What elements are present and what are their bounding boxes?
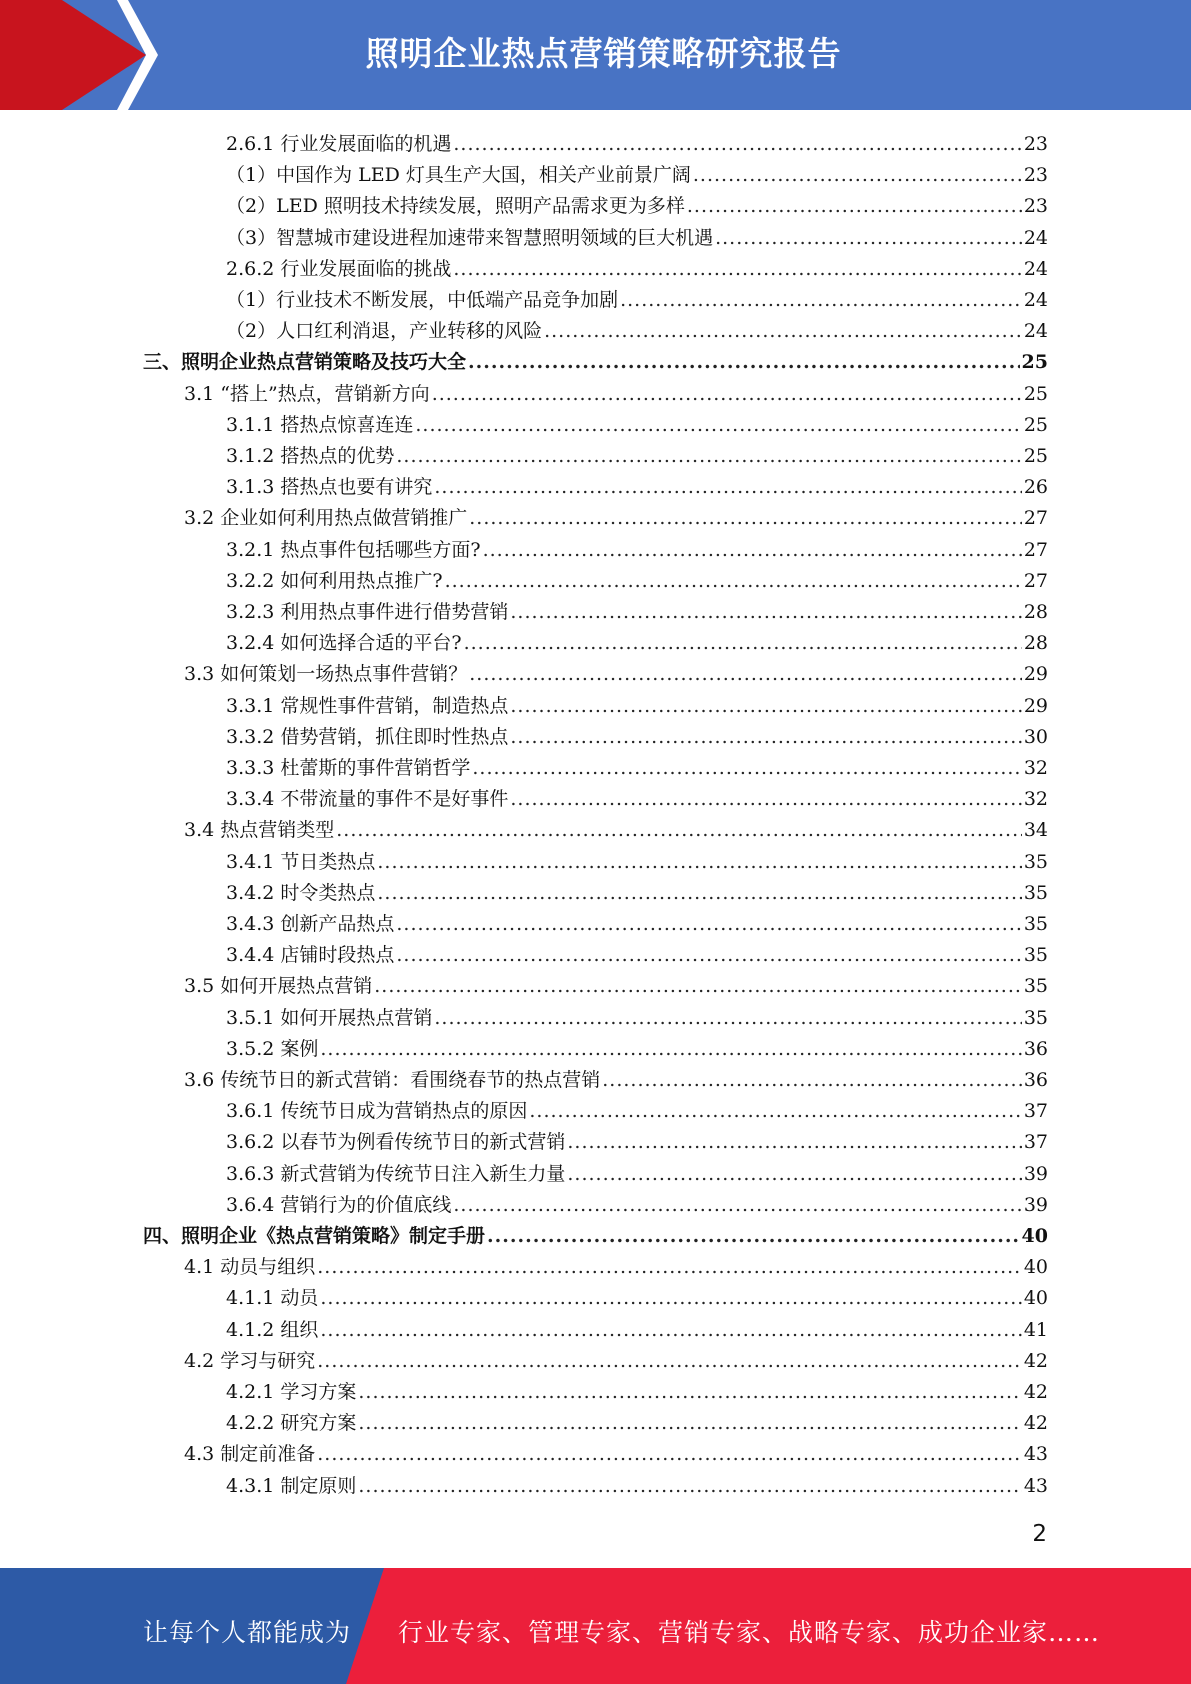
toc-entry[interactable] — [184, 1061, 1048, 1092]
toc-entry[interactable] — [184, 1342, 1048, 1373]
toc-entry[interactable] — [226, 1373, 1048, 1404]
toc-entry-page: 29 — [1023, 694, 1048, 717]
toc-entry-page: 30 — [1023, 725, 1048, 748]
toc-entry[interactable] — [226, 1186, 1048, 1217]
toc-leader-dots — [358, 1474, 1021, 1498]
toc-entry-title: 3.3.2 借势营销，抓住即时性热点 — [226, 725, 509, 748]
toc-leader-dots — [415, 413, 1021, 437]
toc-entry-title: 4.2.1 学习方案 — [226, 1381, 357, 1403]
toc-entry-page: 43 — [1023, 1474, 1048, 1497]
toc-entry-title: （1）中国作为 LED 灯具生产大国，相关产业前景广阔 — [226, 164, 691, 187]
toc-entry[interactable] — [226, 1467, 1048, 1498]
toc-entry-page: 39 — [1023, 1193, 1048, 1216]
toc-entry-title: 3.1.2 搭热点的优势 — [226, 445, 395, 467]
toc-entry-title: 4.3 制定前准备 — [184, 1443, 316, 1466]
toc-leader-dots — [510, 725, 1021, 749]
toc-entry-title: 3.1 “搭上”热点，营销新方向 — [184, 382, 430, 405]
toc-entry-title: 3.5.1 如何开展热点营销 — [226, 1006, 433, 1029]
toc-entry-page: 27 — [1023, 507, 1048, 530]
toc-leader-dots — [320, 1318, 1021, 1342]
toc-entry-page: 36 — [1023, 1069, 1048, 1091]
toc-leader-dots — [567, 1162, 1021, 1186]
toc-entry-page: 42 — [1023, 1349, 1048, 1372]
toc-entry[interactable] — [226, 1155, 1048, 1186]
toc-entry-page: 40 — [1023, 1256, 1048, 1279]
toc-leader-dots — [529, 1099, 1021, 1123]
toc-entry-title: 3.2.3 利用热点事件进行借势营销 — [226, 601, 509, 623]
toc-entry[interactable] — [226, 312, 1048, 343]
toc-entry[interactable] — [226, 1123, 1048, 1154]
toc-entry-title: 3.4.4 店铺时段热点 — [226, 944, 395, 967]
toc-entry-page: 28 — [1023, 601, 1048, 623]
toc-entry[interactable] — [226, 219, 1048, 250]
toc-leader-dots — [396, 912, 1021, 936]
toc-entry-title: 3.6.2 以春节为例看传统节日的新式营销 — [226, 1131, 566, 1154]
toc-entry[interactable] — [226, 905, 1048, 936]
toc-leader-dots — [472, 756, 1021, 780]
toc-entry-title: （2）人口红利消退，产业转移的风险 — [226, 320, 543, 343]
toc-entry-title: 3.1.1 搭热点惊喜连连 — [226, 413, 414, 436]
toc-leader-dots — [317, 1255, 1022, 1279]
toc-leader-dots — [358, 1380, 1021, 1404]
footer-slogan: 让每个人都能成为 — [143, 1618, 352, 1647]
toc-leader-dots — [374, 974, 1022, 998]
toc-entry-title: 3.6 传统节日的新式营销：看围绕春节的热点营销 — [184, 1069, 601, 1091]
toc-entry[interactable] — [184, 1435, 1048, 1466]
toc-entry-page: 41 — [1023, 1318, 1048, 1341]
toc-entry-title: 3.2.2 如何利用热点推广? — [226, 569, 443, 592]
toc-entry-title: 3.4 热点营销类型 — [184, 819, 335, 842]
toc-entry-title: 3.4.2 时令类热点 — [226, 881, 376, 904]
toc-leader-dots — [469, 506, 1022, 530]
toc-entry-page: 24 — [1023, 226, 1048, 249]
toc-entry-title: 3.3.1 常规性事件营销，制造热点 — [226, 694, 509, 717]
toc-entry[interactable] — [226, 687, 1048, 718]
toc-entry[interactable] — [184, 375, 1048, 406]
page-number: 2 — [1032, 1521, 1047, 1547]
toc-entry-page: 32 — [1023, 757, 1048, 779]
toc-leader-dots — [687, 194, 1022, 218]
toc-leader-dots — [464, 631, 1022, 655]
toc-leader-dots — [469, 662, 1022, 686]
toc-leader-dots — [510, 787, 1021, 811]
toc-entry-title: 4.2.2 研究方案 — [226, 1412, 357, 1435]
toc-entry-page: 35 — [1023, 881, 1048, 904]
toc-entry-page: 25 — [1023, 382, 1048, 405]
toc-leader-dots — [567, 1130, 1021, 1154]
toc-entry-title: 3.6.3 新式营销为传统节日注入新生力量 — [226, 1162, 566, 1185]
toc-entry-title: 4.2 学习与研究 — [184, 1349, 316, 1372]
toc-entry-page: 23 — [1023, 133, 1048, 155]
toc-entry[interactable] — [184, 967, 1048, 998]
toc-leader-dots — [358, 1411, 1021, 1435]
toc-entry-page: 36 — [1023, 1037, 1048, 1060]
toc-entry-title: 四、照明企业《热点营销策略》制定手册 — [143, 1225, 486, 1247]
toc-leader-dots — [483, 538, 1022, 562]
toc-leader-dots — [396, 943, 1021, 967]
toc-leader-dots — [510, 600, 1021, 624]
toc-entry-title: 3.6.1 传统节日成为营销热点的原因 — [226, 1100, 528, 1123]
toc-leader-dots — [445, 569, 1022, 593]
toc-entry-page: 37 — [1023, 1131, 1048, 1154]
toc-entry[interactable] — [226, 468, 1048, 499]
toc-leader-dots — [693, 163, 1022, 187]
toc-entry-page: 26 — [1023, 476, 1048, 499]
toc-leader-dots — [434, 475, 1021, 499]
toc-entry-title: （2）LED 照明技术持续发展，照明产品需求更为多样 — [226, 195, 685, 218]
toc-leader-dots — [453, 132, 1021, 156]
toc-entry-title: 4.3.1 制定原则 — [226, 1474, 357, 1497]
toc-leader-dots — [620, 288, 1022, 312]
toc-entry-page: 34 — [1023, 819, 1048, 842]
toc-entry-title: （3）智慧城市建设进程加速带来智慧照明领域的巨大机遇 — [226, 226, 714, 249]
toc-leader-dots — [487, 1224, 1020, 1248]
toc-leader-dots — [377, 850, 1021, 874]
toc-leader-dots — [453, 257, 1021, 281]
toc-entry-title: 3.4.1 节日类热点 — [226, 850, 376, 873]
toc-entry[interactable] — [226, 406, 1048, 437]
toc-entry-title: 4.1.2 组织 — [226, 1318, 319, 1341]
toc-entry[interactable] — [226, 562, 1048, 593]
toc-leader-dots — [377, 881, 1021, 905]
toc-entry-page: 42 — [1023, 1381, 1048, 1403]
toc-entry-title: 4.1 动员与组织 — [184, 1256, 316, 1279]
toc-entry[interactable] — [226, 437, 1048, 468]
footer-roles: 行业专家、管理专家、营销专家、战略专家、成功企业家…… — [398, 1618, 1101, 1647]
toc-entry-title: 3.1.3 搭热点也要有讲究 — [226, 476, 433, 499]
toc-entry[interactable] — [226, 1404, 1048, 1435]
toc-leader-dots — [434, 1006, 1021, 1030]
toc-entry[interactable] — [184, 1248, 1048, 1279]
toc-entry-page: 35 — [1023, 975, 1048, 998]
toc-entry-page: 43 — [1023, 1443, 1048, 1466]
toc-entry-page: 29 — [1023, 663, 1048, 686]
toc-entry-page: 23 — [1023, 195, 1048, 218]
toc-entry-title: （1）行业技术不断发展，中低端产品竞争加剧 — [226, 289, 619, 311]
toc-entry[interactable] — [226, 624, 1048, 655]
toc-entry[interactable] — [226, 593, 1048, 624]
toc-entry-page: 37 — [1023, 1100, 1048, 1123]
toc-leader-dots — [432, 382, 1022, 406]
toc-entry[interactable] — [226, 156, 1048, 187]
toc-entry-page: 24 — [1023, 289, 1048, 311]
toc-leader-dots — [320, 1286, 1021, 1310]
toc-leader-dots — [544, 319, 1022, 343]
toc-leader-dots — [317, 1442, 1022, 1466]
toc-entry-title: 3.5.2 案例 — [226, 1037, 319, 1060]
toc-leader-dots — [396, 444, 1021, 468]
toc-entry-page: 25 — [1023, 445, 1048, 467]
toc-entry-title: 3.6.4 营销行为的价值底线 — [226, 1193, 452, 1216]
toc-entry[interactable] — [184, 811, 1048, 842]
toc-entry-page: 32 — [1023, 788, 1048, 811]
toc-entry[interactable] — [226, 1030, 1048, 1061]
toc-entry[interactable] — [184, 655, 1048, 686]
toc-entry[interactable] — [226, 1311, 1048, 1342]
toc-entry[interactable] — [226, 187, 1048, 218]
toc-entry[interactable] — [226, 780, 1048, 811]
toc-entry[interactable] — [226, 1279, 1048, 1310]
toc-entry-page: 27 — [1023, 569, 1048, 592]
report-title: 照明企业热点营销策略研究报告 — [365, 34, 842, 73]
toc-entry-page: 42 — [1023, 1412, 1048, 1435]
toc-entry[interactable] — [143, 1217, 1048, 1248]
toc-leader-dots — [468, 350, 1020, 374]
toc-entry-page: 40 — [1021, 1225, 1048, 1247]
toc-entry-title: 2.6.1 行业发展面临的机遇 — [226, 133, 452, 155]
toc-entry-title: 3.2 企业如何利用热点做营销推广 — [184, 507, 468, 530]
toc-entry[interactable] — [226, 1092, 1048, 1123]
toc-entry[interactable] — [226, 281, 1048, 312]
toc-entry-title: 3.5 如何开展热点营销 — [184, 975, 373, 998]
toc-entry-title: 3.4.3 创新产品热点 — [226, 913, 395, 935]
toc-entry-page: 35 — [1023, 913, 1048, 935]
toc-entry-title: 3.2.1 热点事件包括哪些方面? — [226, 538, 481, 561]
toc-entry-page: 23 — [1023, 164, 1048, 187]
toc-entry[interactable] — [226, 874, 1048, 905]
toc-entry-title: 3.3.3 杜蕾斯的事件营销哲学 — [226, 757, 471, 779]
toc-entry[interactable] — [226, 843, 1048, 874]
toc-entry-page: 28 — [1023, 632, 1048, 655]
toc-leader-dots — [320, 1037, 1021, 1061]
toc-entry[interactable] — [226, 936, 1048, 967]
toc-entry[interactable] — [226, 999, 1048, 1030]
toc-entry-page: 25 — [1021, 351, 1048, 374]
toc-entry[interactable] — [143, 343, 1048, 374]
toc-entry[interactable] — [226, 531, 1048, 562]
page-footer — [0, 1568, 1191, 1684]
toc-entry[interactable] — [226, 125, 1048, 156]
toc-leader-dots — [602, 1068, 1022, 1092]
toc-entry-page: 39 — [1023, 1162, 1048, 1185]
toc-entry-page: 35 — [1023, 1006, 1048, 1029]
toc-entry-page: 24 — [1023, 257, 1048, 280]
toc-entry-title: 三、照明企业热点营销策略及技巧大全 — [143, 351, 467, 374]
toc-entry-title: 4.1.1 动员 — [226, 1287, 319, 1310]
toc-entry[interactable] — [226, 718, 1048, 749]
page-header — [0, 0, 1191, 110]
toc-entry-page: 35 — [1023, 850, 1048, 873]
toc-leader-dots — [317, 1349, 1022, 1373]
toc-entry-title: 3.3.4 不带流量的事件不是好事件 — [226, 788, 509, 811]
toc-leader-dots — [336, 818, 1022, 842]
toc-entry-page: 40 — [1023, 1287, 1048, 1310]
toc-leader-dots — [510, 694, 1021, 718]
toc-leader-dots — [715, 226, 1022, 250]
toc-leader-dots — [453, 1193, 1021, 1217]
toc-entry-page: 27 — [1023, 538, 1048, 561]
toc-entry[interactable] — [184, 499, 1048, 530]
toc-entry[interactable] — [226, 250, 1048, 281]
toc-entry-title: 3.2.4 如何选择合适的平台? — [226, 632, 462, 655]
toc-entry-page: 24 — [1023, 320, 1048, 343]
toc-entry-page: 35 — [1023, 944, 1048, 967]
toc-entry-title: 3.3 如何策划一场热点事件营销？ — [184, 663, 468, 686]
toc-entry-page: 25 — [1023, 413, 1048, 436]
toc-entry-title: 2.6.2 行业发展面临的挑战 — [226, 257, 452, 280]
toc-entry[interactable] — [226, 749, 1048, 780]
